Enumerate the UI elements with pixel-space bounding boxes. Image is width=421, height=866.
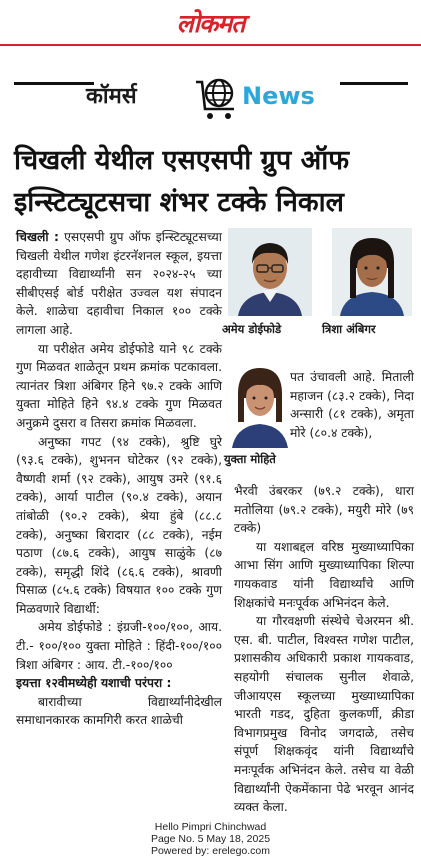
paragraph-toppers: या परीक्षेत अमेय डोईफोडे याने ९८ टक्के गुण मिळवत शाळेतून प्रथम क्रमांक पटकावला. त्यानंतर त्रिशा अंबिगर हिने ९७.२ टक्के आणि युक्ता मोहिते हिने ९४.४ टक्के गुण मिळवत अनुक्रमे दुसरा व तिसरा क्रमांक मिळवला. xyxy=(16,341,222,430)
headline-line-1: चिखली येथील एसएसपी ग्रुप ऑफ xyxy=(14,145,350,176)
article-narrow-column xyxy=(290,368,414,442)
banner-rule-right xyxy=(340,82,408,85)
photo-caption-amey: अमेय डोईफोडे xyxy=(222,322,282,336)
footer-edition: Hello Pimpri Chinchwad xyxy=(154,821,267,833)
banner-rule-left xyxy=(14,82,94,85)
lokmat-logo: लोकमत xyxy=(176,9,245,38)
student-photo-amey xyxy=(228,228,312,316)
paragraph-intro: एसएसपी ग्रुप ऑफ इन्स्टिट्यूटसच्या चिखली येथील गणेश इंटरनॅशनल स्कूल, इयत्ता दहावीच्या विद्यार्थ्यांनी सन २०२४-२५ च्या सीबीएसई बोर्ड परीक्षेत उज्वल यश संपादन केले. शाळेचा दहावीचा निकाल १०० टक्के लागला आहे. xyxy=(16,230,222,337)
girl-portrait-icon xyxy=(332,228,412,316)
boy-portrait-icon xyxy=(228,228,312,316)
headline xyxy=(14,140,414,224)
paragraph-student-list: अनुष्का गपट (९४ टक्के), श्रुष्टि घुरे (९३.६ टक्के), शुभनन घोटेकर (९२ टक्के), वैष्णवी शर्मा (९२ टक्के), आयुष उमरे (९१.६ टक्के), आर्या पाटील (९०.४ टक्के), अयान तांबोळी (९०.२ टक्के), श्रेया हुंबे (८८.८ टक्के), अनुष्का बिरादार (८८ टक्के), नईम पठाण (८७.६ टक्के), आयुष साळुंके (८७ टक्के), समृद्धी शिंदे (८६.६ टक्के), श्रावणी पिसाळ (८५.६ टक्के) विषयात १०० टक्के गुण मिळवणारे विद्यार्थी: xyxy=(16,434,222,616)
article-left-column xyxy=(16,228,222,730)
masthead xyxy=(0,0,421,44)
dateline: चिखली : xyxy=(16,230,59,244)
shopping-cart-globe-icon xyxy=(194,76,240,122)
subheading-12th: इयत्ता १२वीमध्येही यशाची परंपरा : xyxy=(16,676,172,691)
article-right-column xyxy=(234,482,414,817)
girl-portrait-icon xyxy=(228,356,292,448)
photo-caption-trisha: त्रिशा अंबिगर xyxy=(322,322,376,336)
footer-powered-by: Powered by: erelego.com xyxy=(150,845,271,857)
paragraph-dignitaries: या गौरवक्षणी संस्थेचे चेअरमन श्री. एस. बी. पाटील, विश्वस्त गणेश पाटील, प्रशासकीय अधिकारी प्रकाश गायकवाड, सहयोगी संचालक सुनील शेवाळे, जीआयएस स्कूलच्या मुख्याध्यापिका भारती गडद, दुहिता कुलकर्णी, क्रीडा विभागप्रमुख विनोद जगदाळे, तसेच संपूर्ण शिक्षकवृंद यांनी विद्यार्थ्यांचे मनःपूर्वक अभिनंदन केले. तसेच या वेळी विद्यार्थ्यांनी ऐकमेंकाना पेढे भरवून आनंद व्यक्त केला. xyxy=(234,614,414,815)
paragraph-congratulations: या यशाबद्दल वरिष्ठ मुख्याध्यापिका आभा सिंग आणि मुख्याध्यापिका शिल्पा गायकवाड यांनी विद्यार्थ्यांचे आणि शिक्षकांचे मनःपूर्वक अभिनंदन केले. xyxy=(234,539,414,610)
paragraph-12th-more: भैरवी उंबरकर (७९.२ टक्के), धारा मतोलिया (७९.२ टक्के), मयुरी मोरे (७९ टक्के) xyxy=(234,484,414,536)
student-photo-trisha xyxy=(332,228,412,316)
banner-prefix: कॉमर्स xyxy=(86,84,137,109)
paragraph-subject-toppers: अमेय डोईफोडे : इंग्रजी-१००/१००, आय. टी.- १००/१०० युक्ता मोहिते : हिंदी-१००/१०० त्रिशा अंबिगर : आय. टी.-१००/१०० xyxy=(16,620,222,672)
section-banner xyxy=(86,76,336,122)
footer-page-date: Page No. 5 May 18, 2025 xyxy=(150,833,271,845)
student-photo-yukta xyxy=(228,356,292,448)
masthead-rule xyxy=(0,44,421,46)
photo-caption-yukta: युक्ता मोहिते xyxy=(224,452,276,466)
footer xyxy=(0,821,421,857)
banner-news-word: News xyxy=(242,82,315,110)
headline-line-2: इन्स्टिट्यूटसचा शंभर टक्के निकाल xyxy=(14,187,344,218)
paragraph-12th-intro: बारावीच्या विद्यार्थ्यांनीदेखील समाधानकारक कामगिरी करत शाळेची xyxy=(16,694,222,728)
paragraph-12th-results: पत उंचावली आहे. मिताली महाजन (८३.२ टक्के), निदा अन्सारी (८१ टक्के), अमृता मोरे (८०.४ टक्के), xyxy=(290,370,414,440)
